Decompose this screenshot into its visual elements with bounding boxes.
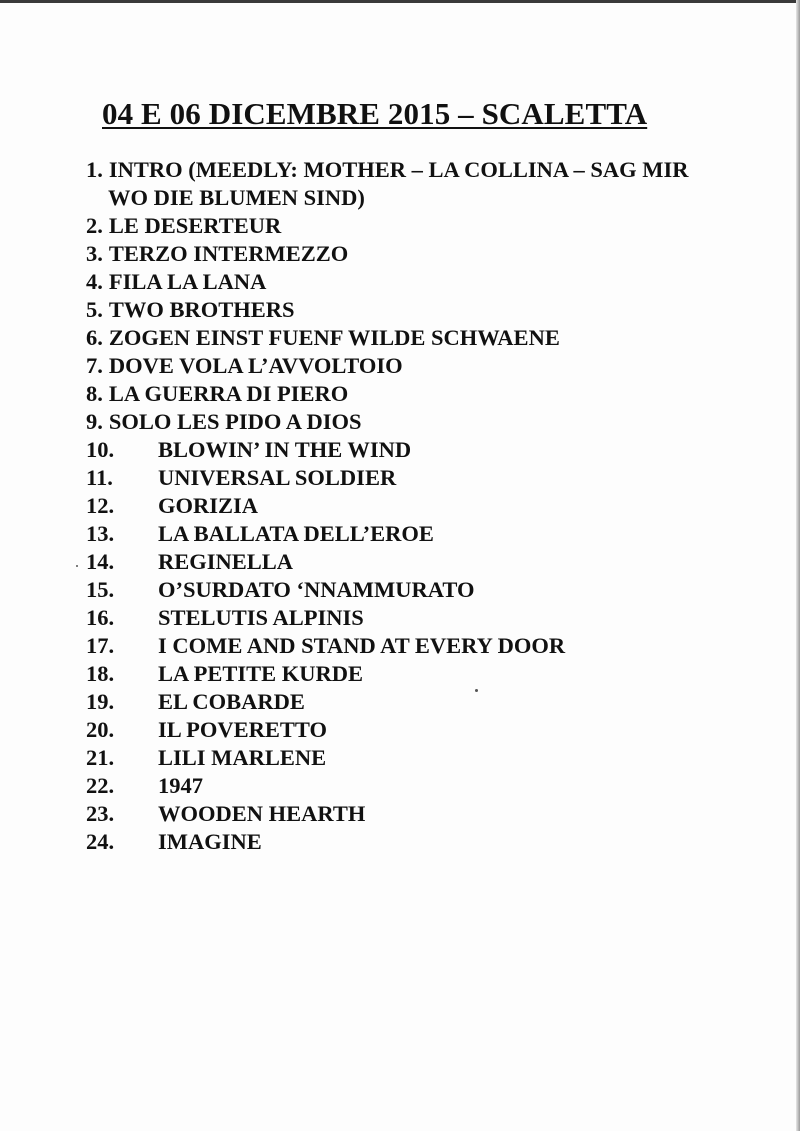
scan-edge-top <box>0 0 800 3</box>
setlist-item <box>86 408 706 436</box>
setlist-item-number: 5. <box>86 297 103 322</box>
setlist-item <box>86 604 706 632</box>
setlist-item-number: 12. <box>86 493 115 518</box>
scan-speck <box>475 689 478 692</box>
setlist-item-number: 19. <box>86 689 115 714</box>
setlist-item-title: REGINELLA <box>158 549 294 574</box>
setlist-item <box>86 268 706 296</box>
setlist-item-title: TWO BROTHERS <box>108 297 295 322</box>
setlist-item-number: 14. <box>86 549 115 574</box>
setlist-item <box>86 660 706 688</box>
setlist-item <box>86 548 706 576</box>
setlist-item-number: 7. <box>86 353 103 378</box>
setlist-item-title: 1947 <box>158 773 203 798</box>
setlist-item-title: LA PETITE KURDE <box>158 661 364 686</box>
setlist-item <box>86 296 706 324</box>
setlist-item-title: ZOGEN EINST FUENF WILDE SCHWAENE <box>108 325 560 350</box>
setlist-item-title: IMAGINE <box>158 829 262 854</box>
setlist-item-title: LE DESERTEUR <box>108 213 282 238</box>
setlist-item-number: 2. <box>86 213 103 238</box>
setlist <box>86 156 706 856</box>
setlist-item <box>86 380 706 408</box>
setlist-item-title: TERZO INTERMEZZO <box>108 241 349 266</box>
setlist-item-title: WOODEN HEARTH <box>158 801 366 826</box>
setlist-item-title: IL POVERETTO <box>158 717 328 742</box>
setlist-item-number: 4. <box>86 269 103 294</box>
setlist-item-number: 3. <box>86 241 103 266</box>
setlist-item-number: 15. <box>86 577 115 602</box>
setlist-item-number: 17. <box>86 633 115 658</box>
setlist-item <box>86 436 706 464</box>
setlist-item-title: LILI MARLENE <box>158 745 327 770</box>
setlist-item <box>86 464 706 492</box>
setlist-item-number: 20. <box>86 717 115 742</box>
setlist-item-number: 13. <box>86 521 115 546</box>
setlist-item-number: 1. <box>86 157 103 182</box>
setlist-item-title: DOVE VOLA L’AVVOLTOIO <box>108 353 403 378</box>
setlist-item <box>86 212 706 240</box>
setlist-item <box>86 324 706 352</box>
setlist-item-title: INTRO (MEEDLY: MOTHER – LA COLLINA – SAG MIR WO DIE BLUMEN SIND) <box>108 157 689 210</box>
setlist-item-title: LA BALLATA DELL’EROE <box>158 521 434 546</box>
setlist-item <box>86 632 706 660</box>
setlist-item-number: 11. <box>86 465 113 490</box>
setlist-item-title: O’SURDATO ‘NNAMMURATO <box>158 577 475 602</box>
setlist-item <box>86 744 706 772</box>
setlist-item <box>86 156 706 212</box>
setlist-item <box>86 352 706 380</box>
setlist-item <box>86 520 706 548</box>
setlist-item-number: 22. <box>86 773 115 798</box>
setlist-item <box>86 576 706 604</box>
setlist-item-number: 16. <box>86 605 115 630</box>
setlist-item-title: UNIVERSAL SOLDIER <box>158 465 397 490</box>
scan-edge-right <box>796 0 800 1131</box>
setlist-item <box>86 828 706 856</box>
setlist-item-number: 6. <box>86 325 103 350</box>
setlist-item-number: 24. <box>86 829 115 854</box>
setlist-item <box>86 492 706 520</box>
setlist-item-title: STELUTIS ALPINIS <box>158 605 364 630</box>
setlist-item-number: 23. <box>86 801 115 826</box>
setlist-item-title: LA GUERRA DI PIERO <box>108 381 349 406</box>
setlist-item <box>86 772 706 800</box>
setlist-item-number: 10. <box>86 437 115 462</box>
setlist-item-number: 9. <box>86 409 103 434</box>
setlist-item-title: GORIZIA <box>158 493 259 518</box>
setlist-item <box>86 800 706 828</box>
setlist-item-title: EL COBARDE <box>158 689 305 714</box>
setlist-item-title: FILA LA LANA <box>108 269 267 294</box>
setlist-item-number: 21. <box>86 745 115 770</box>
setlist-item-title: SOLO LES PIDO A DIOS <box>108 409 362 434</box>
setlist-item-title: I COME AND STAND AT EVERY DOOR <box>158 633 566 658</box>
setlist-item-number: 8. <box>86 381 103 406</box>
setlist-item <box>86 688 706 716</box>
page-title: 04 E 06 DICEMBRE 2015 – SCALETTA <box>102 96 648 131</box>
scan-speck <box>76 565 78 567</box>
setlist-item <box>86 240 706 268</box>
setlist-item <box>86 716 706 744</box>
setlist-item-title: BLOWIN’ IN THE WIND <box>158 437 412 462</box>
setlist-item-number: 18. <box>86 661 115 686</box>
